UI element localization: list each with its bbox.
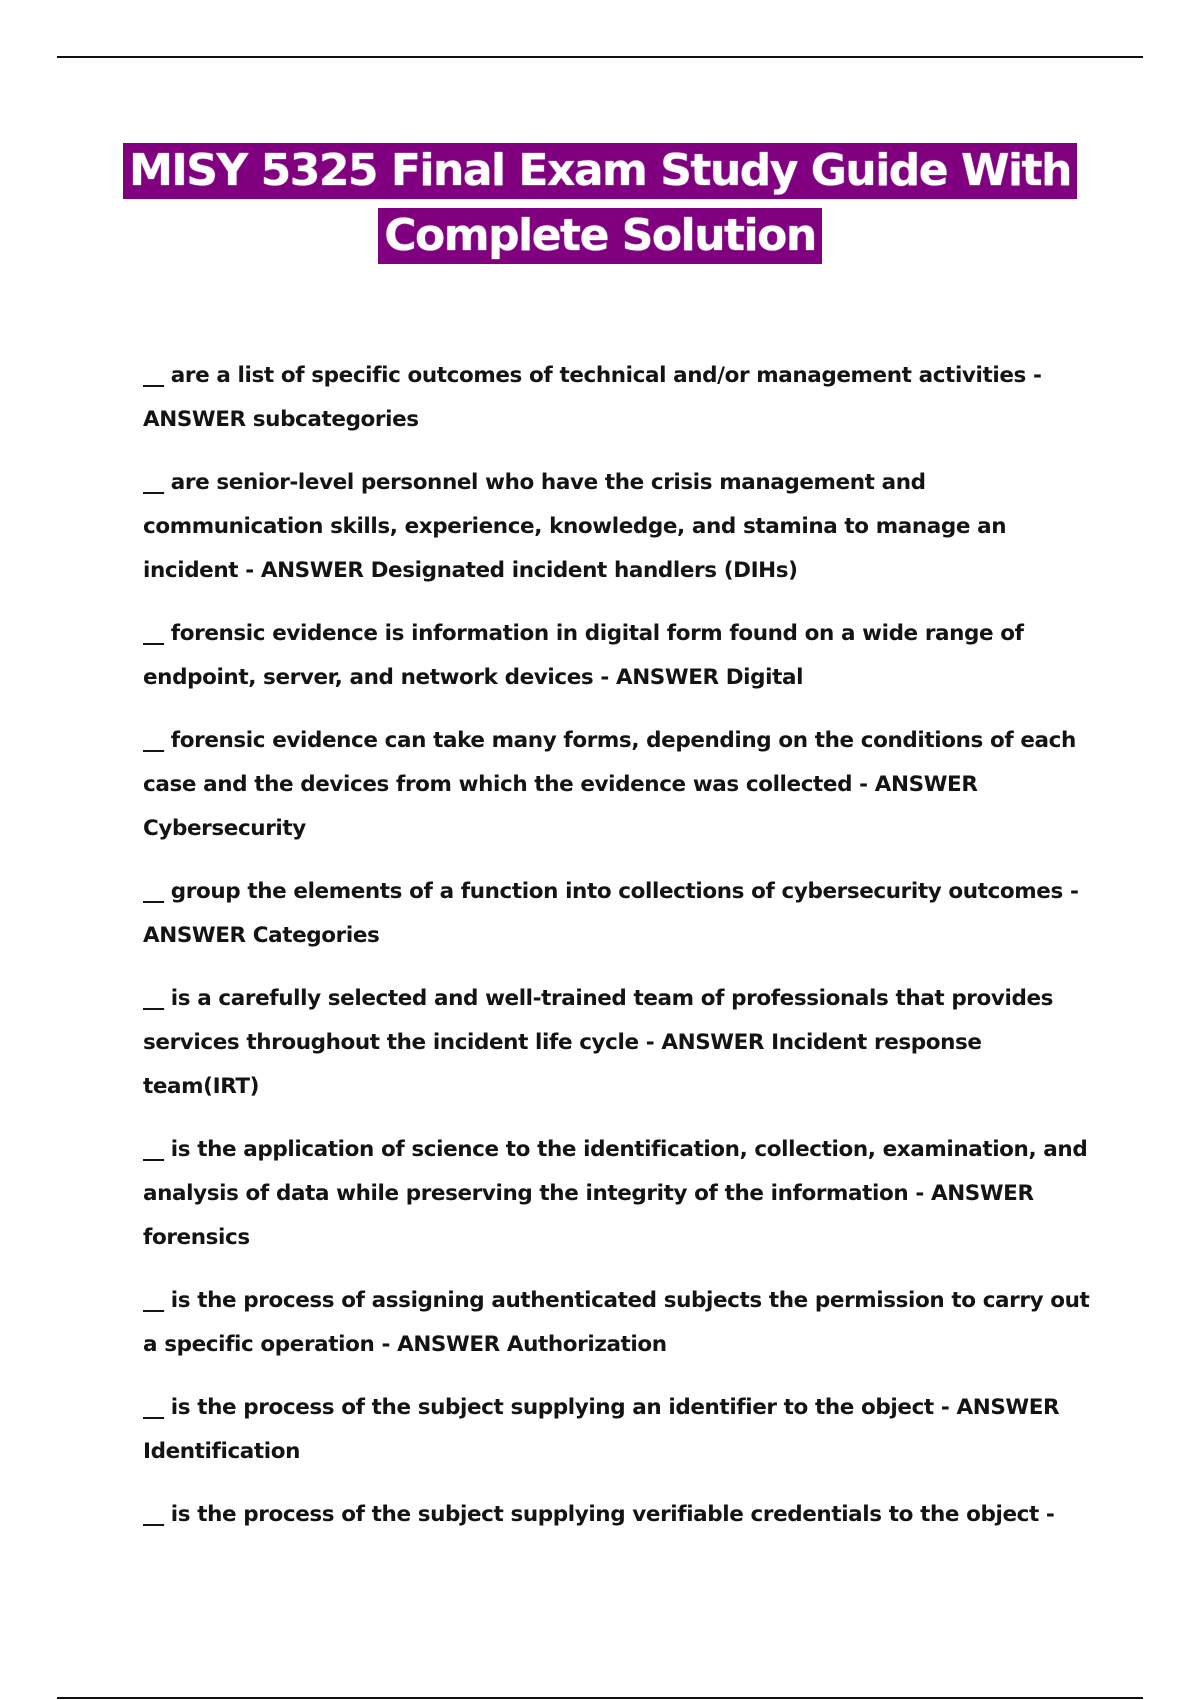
qa-item: __ is a carefully selected and well-trained team of professionals that provides services throughout the incident life cycle - ANSWER Incident response team(IRT) — [143, 986, 1054, 1099]
title-line-2: Complete Solution — [378, 208, 821, 264]
qa-item: __ is the application of science to the identification, collection, examination, and analysis of data while preserving the integrity of the information - ANSWER forensics — [143, 1137, 1088, 1250]
qa-item: __ are a list of specific outcomes of technical and/or management activities - ANSWER subcategories — [143, 363, 1042, 432]
qa-item: __ forensic evidence can take many forms, depending on the conditions of each case and the devices from which the evidence was collected - ANSWER Cybersecurity — [143, 728, 1076, 841]
qa-item: __ group the elements of a function into collections of cybersecurity outcomes - ANSWER Categories — [143, 879, 1079, 948]
document-title — [0, 143, 1200, 264]
qa-item: __ is the process of assigning authenticated subjects the permission to carry out a specific operation - ANSWER Authorization — [143, 1288, 1090, 1357]
title-line-1: MISY 5325 Final Exam Study Guide With — [123, 143, 1077, 199]
question-answer-list — [143, 354, 1093, 1556]
qa-item: __ forensic evidence is information in digital form found on a wide range of endpoint, server, and network devices - ANSWER Digital — [143, 621, 1024, 690]
bottom-rule — [57, 1697, 1143, 1699]
top-rule — [57, 56, 1143, 58]
qa-item: __ are senior-level personnel who have the crisis management and communication skills, experience, knowledge, and stamina to manage an incident - ANSWER Designated incident handlers (DIHs) — [143, 470, 1007, 583]
qa-item: __ is the process of the subject supplying verifiable credentials to the object - — [143, 1502, 1055, 1527]
qa-item: __ is the process of the subject supplying an identifier to the object - ANSWER Identification — [143, 1395, 1060, 1464]
